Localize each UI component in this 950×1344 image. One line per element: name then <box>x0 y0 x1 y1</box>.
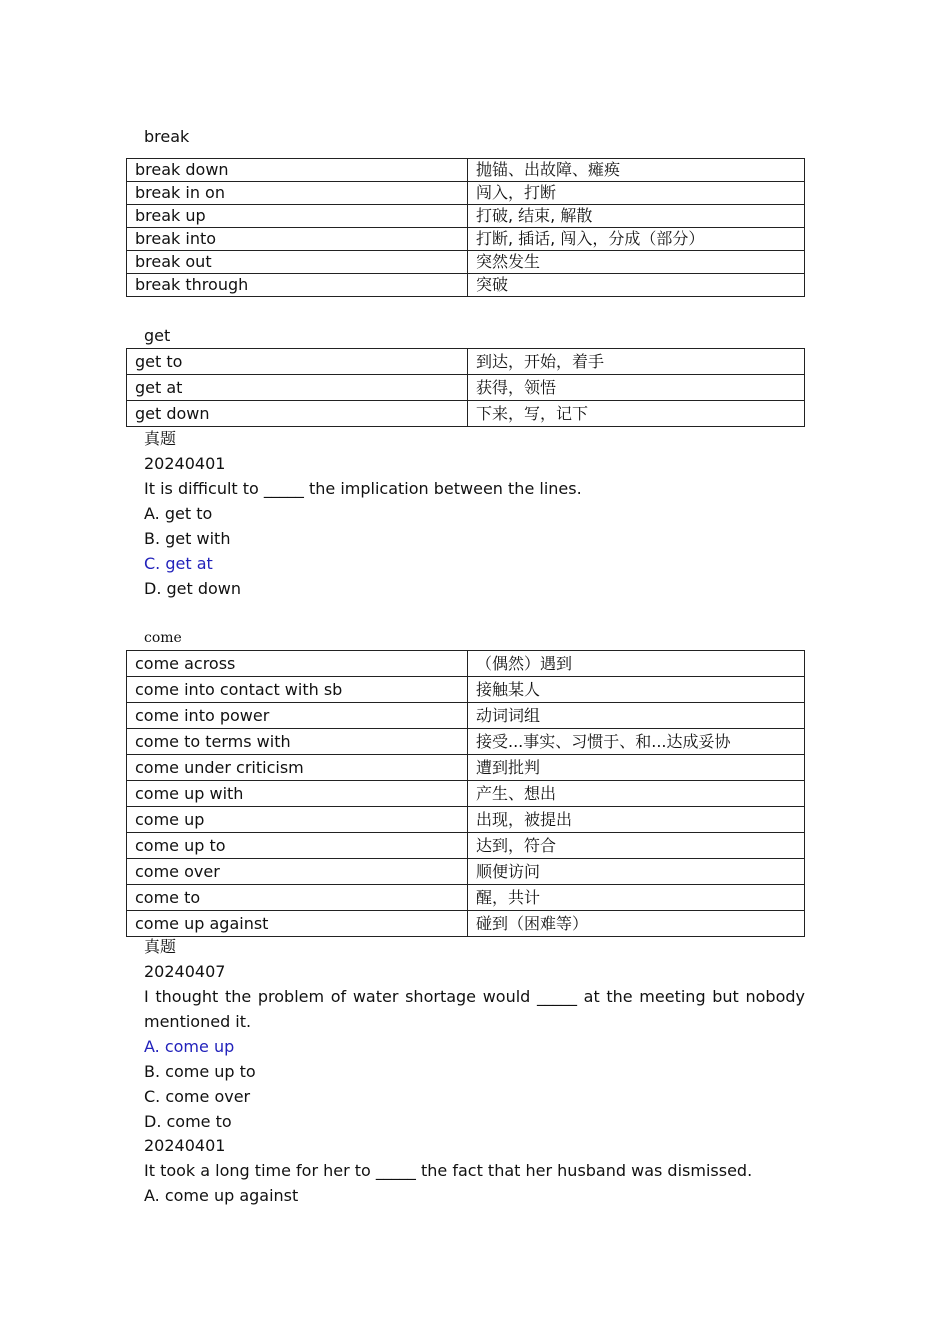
exam-question: I thought the problem of water shortage would _____ at the meeting but nobody mentioned it. <box>144 987 805 1031</box>
table-row <box>127 159 805 182</box>
table-row <box>127 833 805 859</box>
option-d: D. get down <box>144 579 242 598</box>
phrase-cell: break out <box>127 251 468 274</box>
meaning-cell: 打断, 插话, 闯入，分成（部分） <box>468 228 805 251</box>
meaning-cell: 突然发生 <box>468 251 805 274</box>
option-c-correct-answer: C. get at <box>144 554 213 573</box>
break-phrase-table <box>126 158 805 297</box>
phrase-cell: break in on <box>127 182 468 205</box>
phrase-cell: come over <box>127 859 468 885</box>
exam-question-2: It took a long time for her to _____ the fact that her husband was dismissed. <box>144 1161 753 1180</box>
exam-question: It is difficult to _____ the implication between the lines. <box>144 479 582 498</box>
table-row <box>127 274 805 297</box>
table-row <box>127 911 805 937</box>
table-row <box>127 807 805 833</box>
heading-come: come <box>144 630 182 646</box>
table-row <box>127 651 805 677</box>
exam-label: 真题 <box>144 429 177 448</box>
table-row <box>127 755 805 781</box>
meaning-cell: 动词词组 <box>468 703 805 729</box>
meaning-cell: 遭到批判 <box>468 755 805 781</box>
heading-get: get <box>144 326 171 345</box>
table-row <box>127 703 805 729</box>
table-row <box>127 781 805 807</box>
phrase-cell: break up <box>127 205 468 228</box>
meaning-cell: 抛锚、出故障、瘫痪 <box>468 159 805 182</box>
phrase-cell: break down <box>127 159 468 182</box>
meaning-cell: 出现，被提出 <box>468 807 805 833</box>
phrase-cell: come across <box>127 651 468 677</box>
option-b: B. come up to <box>144 1062 256 1081</box>
exam-date: 20240401 <box>144 454 226 473</box>
meaning-cell: （偶然）遇到 <box>468 651 805 677</box>
table-row <box>127 205 805 228</box>
meaning-cell: 闯入，打断 <box>468 182 805 205</box>
option-a-correct-answer: A. come up <box>144 1037 235 1056</box>
meaning-cell: 接触某人 <box>468 677 805 703</box>
option-b: B. get with <box>144 529 231 548</box>
table-row <box>127 182 805 205</box>
option-c: C. come over <box>144 1087 251 1106</box>
table-row <box>127 677 805 703</box>
get-phrase-table <box>126 348 805 427</box>
phrase-cell: come into contact with sb <box>127 677 468 703</box>
phrase-cell: come to <box>127 885 468 911</box>
table-row <box>127 251 805 274</box>
meaning-cell: 突破 <box>468 274 805 297</box>
meaning-cell: 下来，写，记下 <box>468 401 805 427</box>
phrase-cell: come into power <box>127 703 468 729</box>
meaning-cell: 顺便访问 <box>468 859 805 885</box>
phrase-cell: come under criticism <box>127 755 468 781</box>
option-a: A. get to <box>144 504 213 523</box>
phrase-cell: get down <box>127 401 468 427</box>
table-row <box>127 401 805 427</box>
phrase-cell: get at <box>127 375 468 401</box>
table-row <box>127 228 805 251</box>
meaning-cell: 醒，共计 <box>468 885 805 911</box>
meaning-cell: 到达，开始，着手 <box>468 349 805 375</box>
come-phrase-table <box>126 650 805 937</box>
exam-date-2: 20240401 <box>144 1136 226 1155</box>
meaning-cell: 接受...事实、习惯于、和...达成妥协 <box>468 729 805 755</box>
meaning-cell: 产生、想出 <box>468 781 805 807</box>
phrase-cell: come up against <box>127 911 468 937</box>
phrase-cell: get to <box>127 349 468 375</box>
meaning-cell: 打破, 结束, 解散 <box>468 205 805 228</box>
phrase-cell: come up <box>127 807 468 833</box>
meaning-cell: 达到，符合 <box>468 833 805 859</box>
exam-label: 真题 <box>144 937 177 956</box>
table-row <box>127 859 805 885</box>
heading-break: break <box>144 127 190 146</box>
phrase-cell: come to terms with <box>127 729 468 755</box>
phrase-cell: break through <box>127 274 468 297</box>
exam-date: 20240407 <box>144 962 226 981</box>
phrase-cell: come up to <box>127 833 468 859</box>
meaning-cell: 碰到（困难等） <box>468 911 805 937</box>
meaning-cell: 获得，领悟 <box>468 375 805 401</box>
table-row <box>127 349 805 375</box>
table-row <box>127 729 805 755</box>
table-row <box>127 885 805 911</box>
phrase-cell: break into <box>127 228 468 251</box>
option-a: A. come up against <box>144 1186 299 1205</box>
table-row <box>127 375 805 401</box>
phrase-cell: come up with <box>127 781 468 807</box>
option-d: D. come to <box>144 1112 232 1131</box>
